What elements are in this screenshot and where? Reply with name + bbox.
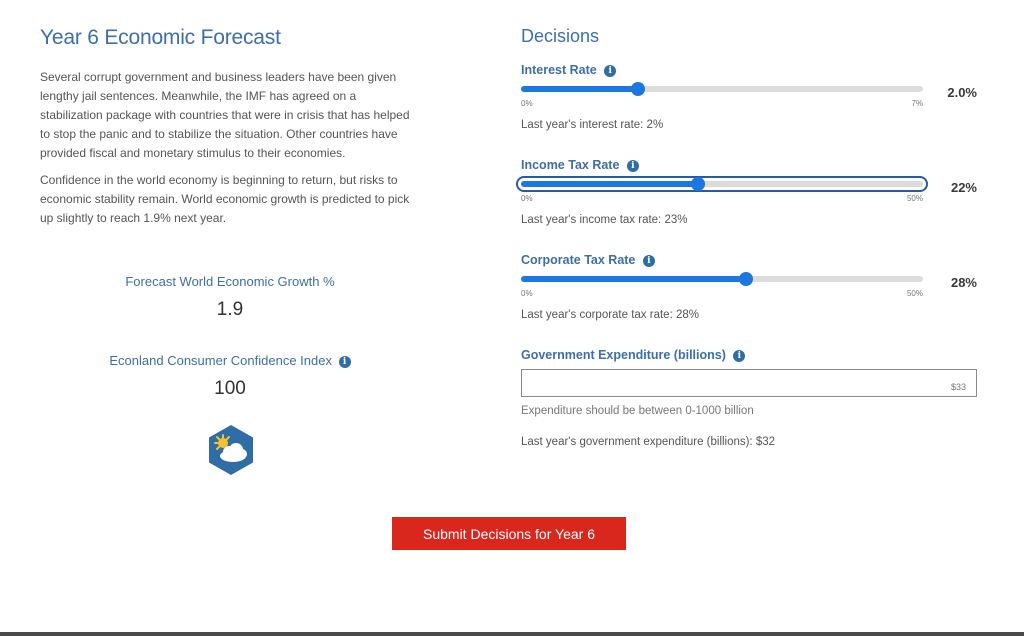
slider-range <box>521 99 923 108</box>
info-icon[interactable]: i <box>339 356 351 368</box>
income-tax-last-year: Last year's income tax rate: 23% <box>521 214 688 226</box>
info-icon[interactable]: i <box>643 255 655 267</box>
expenditure-label-row <box>521 346 981 364</box>
slider-min-label: 0% <box>521 99 533 108</box>
slider-min-label: 0% <box>521 289 533 298</box>
corporate-tax-label-row <box>521 251 981 269</box>
slider-max-label: 7% <box>911 99 923 108</box>
corporate-tax-label: Corporate Tax Rate <box>521 253 636 267</box>
interest-rate-value: 2.0% <box>947 85 977 100</box>
income-tax-label-row <box>521 156 981 174</box>
expenditure-input[interactable] <box>521 369 977 397</box>
decisions-title: Decisions <box>521 26 600 46</box>
forecast-panel <box>40 26 420 399</box>
interest-rate-label-row <box>521 61 981 79</box>
growth-label: Forecast World Economic Growth % <box>125 274 335 289</box>
corporate-tax-control <box>521 251 981 321</box>
expenditure-last-year: Last year's government expenditure (billions): $32 <box>521 436 776 448</box>
partly-sunny-icon <box>205 424 257 476</box>
submit-decisions-button[interactable]: Submit Decisions for Year 6 <box>392 517 626 550</box>
income-tax-control <box>521 156 981 226</box>
slider-thumb[interactable] <box>739 272 753 286</box>
confidence-label: Econland Consumer Confidence Index <box>109 353 332 368</box>
income-tax-slider[interactable] <box>521 181 923 187</box>
info-icon[interactable]: i <box>604 65 616 77</box>
confidence-metric <box>40 353 420 400</box>
growth-value: 1.9 <box>216 299 244 320</box>
corporate-tax-last-year: Last year's corporate tax rate: 28% <box>521 309 699 321</box>
slider-range <box>521 289 923 298</box>
info-icon[interactable]: i <box>733 350 745 362</box>
expenditure-hint: Expenditure should be between 0-1000 billion <box>521 405 754 417</box>
expenditure-control <box>521 346 981 448</box>
slider-fill <box>521 86 638 92</box>
slider-fill <box>521 276 746 282</box>
decisions-panel <box>521 26 981 448</box>
interest-rate-last-year: Last year's interest rate: 2% <box>521 119 664 131</box>
slider-min-label: 0% <box>521 194 533 203</box>
corporate-tax-value: 28% <box>950 275 977 290</box>
slider-max-label: 50% <box>906 289 923 298</box>
corporate-tax-slider[interactable] <box>521 276 923 282</box>
slider-max-label: 50% <box>906 194 923 203</box>
slider-range <box>521 194 923 203</box>
forecast-paragraph: Confidence in the world economy is beginning to return, but risks to economic stability remain. World economic growth is predicted to pick up slightly to reach 1.9% next year. <box>40 173 410 225</box>
confidence-value: 100 <box>214 378 246 399</box>
forecast-paragraph: Several corrupt government and business leaders have been given lengthy jail sentences. Meanwhile, the IMF has agreed on a stabilization package with countries that were in crisis that has helped to stop the panic and to stabilize the situation. Other countries have provided fiscal and monetary stimulus to their economies. <box>40 70 410 160</box>
interest-rate-label: Interest Rate <box>521 63 597 77</box>
growth-metric <box>40 274 420 321</box>
confidence-label-row <box>40 353 420 368</box>
page-title: Year 6 Economic Forecast <box>40 26 281 49</box>
slider-fill <box>521 181 698 187</box>
slider-thumb[interactable] <box>691 177 705 191</box>
expenditure-label: Government Expenditure (billions) <box>521 348 726 362</box>
income-tax-value: 22% <box>950 180 977 195</box>
info-icon[interactable]: i <box>627 160 639 172</box>
slider-thumb[interactable] <box>631 82 645 96</box>
income-tax-label: Income Tax Rate <box>521 158 620 172</box>
interest-rate-control <box>521 61 981 131</box>
interest-rate-slider[interactable] <box>521 86 923 92</box>
bottom-border <box>0 632 1024 636</box>
